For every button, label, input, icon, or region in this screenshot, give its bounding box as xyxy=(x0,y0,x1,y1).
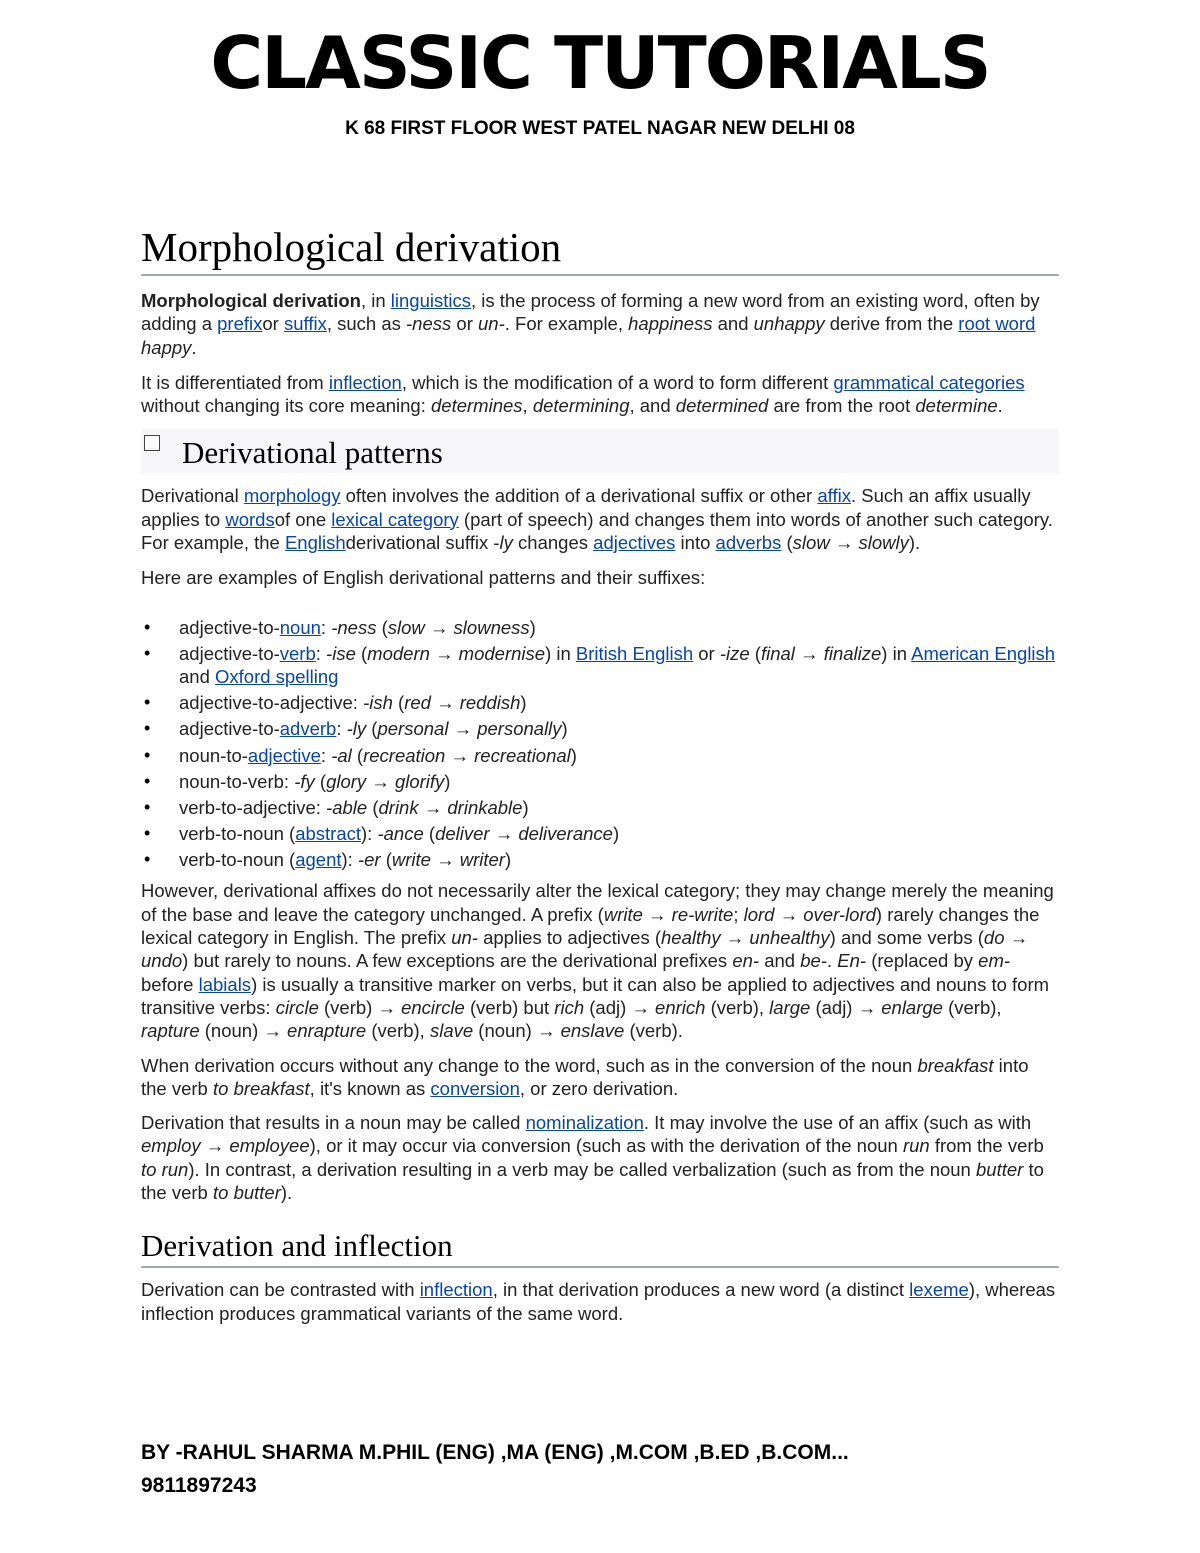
list-item xyxy=(141,744,1059,768)
text: ) xyxy=(520,692,527,714)
text: adjective-to-adjective: xyxy=(179,692,364,714)
text: verb-to-noun ( xyxy=(179,848,296,870)
example: run xyxy=(902,1135,930,1157)
link-suffix[interactable]: suffix xyxy=(283,313,327,335)
text: Derivation can be contrasted with xyxy=(141,1279,420,1301)
text: ) in xyxy=(545,642,576,664)
example: healthy → unhealthy xyxy=(661,927,830,949)
text: (part of speech) and changes them into words of another such category. For example, the xyxy=(141,508,1053,554)
text: . xyxy=(826,950,838,972)
link-prefix[interactable]: prefix xyxy=(217,313,263,335)
text: often involves the addition of a derivational suffix or other xyxy=(340,485,818,507)
list-item xyxy=(141,717,1059,741)
text: ) xyxy=(504,848,512,870)
text: and xyxy=(712,313,754,335)
example: determined xyxy=(675,395,769,417)
link-lexical-category[interactable]: lexical category xyxy=(331,508,459,530)
suffix-list xyxy=(141,616,1059,872)
example: -ness xyxy=(406,313,452,335)
example: determining xyxy=(532,395,630,417)
text: ), whereas inflection produces grammatical variants of the same word. xyxy=(141,1279,1056,1324)
text: ( xyxy=(351,744,364,766)
text: Derivation that results in a noun may be called xyxy=(141,1112,526,1134)
text: . Such an affix usually applies to xyxy=(141,485,1031,530)
list-item xyxy=(141,822,1059,846)
text: (verb), xyxy=(366,1020,430,1042)
example: → enlarge xyxy=(857,996,943,1018)
text: . xyxy=(997,395,1003,417)
text: , xyxy=(522,395,533,417)
link-agent[interactable]: agent xyxy=(295,848,342,870)
example: → enslave xyxy=(536,1020,625,1042)
text: ). xyxy=(908,532,921,554)
example: red → reddish xyxy=(404,692,521,714)
text: and xyxy=(179,666,216,688)
text: ). In contrast, a derivation resulting in a verb may be called verbalization (such as from the noun xyxy=(188,1158,976,1180)
text: ): xyxy=(361,822,378,844)
example: slave xyxy=(429,1020,474,1042)
example: determine xyxy=(915,395,998,417)
example: rapture xyxy=(141,1020,200,1042)
example: → encircle xyxy=(377,996,465,1018)
text: ), or it may occur via conversion (such as with the derivation of the noun xyxy=(309,1135,903,1157)
text: from the verb xyxy=(929,1135,1044,1157)
list-item xyxy=(141,770,1059,794)
brand-title: CLASSIC TUTORIALS xyxy=(210,21,990,105)
text: (verb) xyxy=(318,996,378,1018)
text: ) xyxy=(444,770,451,792)
link-inflection[interactable]: inflection xyxy=(328,371,402,393)
example: → enrapture xyxy=(263,1020,367,1042)
example: deliver → deliverance xyxy=(435,822,613,844)
text: (verb), xyxy=(942,996,1002,1018)
example: en- xyxy=(732,950,760,972)
example: butter xyxy=(976,1158,1024,1180)
text: ( xyxy=(749,642,761,664)
example: En- xyxy=(837,950,867,972)
patterns-paragraph xyxy=(141,484,1059,554)
text: , or zero derivation. xyxy=(519,1077,679,1099)
text: ) and some verbs ( xyxy=(829,927,984,949)
link-abstract[interactable]: abstract xyxy=(295,822,362,844)
text: When derivation occurs without any change to the word, such as in the conversion of the noun xyxy=(141,1054,918,1076)
text: : xyxy=(315,642,327,664)
text: (replaced by xyxy=(866,950,979,972)
text: or xyxy=(451,313,478,335)
link-oxford-spelling[interactable]: Oxford spelling xyxy=(215,666,339,688)
text: verb-to-adjective: xyxy=(179,796,327,818)
list-item xyxy=(141,642,1059,689)
text: ). xyxy=(280,1181,293,1203)
suffix: -er xyxy=(357,848,381,870)
text: ( xyxy=(355,642,368,664)
text: ) rarely changes the lexical category in English. The prefix xyxy=(141,903,1040,949)
example: modern → modernise xyxy=(367,642,546,664)
link-noun[interactable]: noun xyxy=(279,616,321,638)
author-footer xyxy=(141,1436,849,1502)
text: ; xyxy=(733,903,744,925)
text: or xyxy=(262,313,284,335)
text: (adj) xyxy=(810,996,858,1018)
section-heading-derivation-inflection: Derivation and inflection xyxy=(141,1226,1059,1268)
example: determines xyxy=(431,395,523,417)
list-item xyxy=(141,691,1059,715)
example: em- xyxy=(978,950,1011,972)
text: , which is the modification of a word to form different xyxy=(401,371,834,393)
example: slow → slowly xyxy=(792,532,909,554)
list-item xyxy=(141,848,1059,872)
text: ) xyxy=(522,796,529,818)
text: ) xyxy=(612,822,620,844)
section-heading-derivational-patterns xyxy=(141,429,1059,473)
example: glory → glorify xyxy=(326,770,445,792)
link-adjective[interactable]: adjective xyxy=(247,744,321,766)
article-body xyxy=(141,222,1059,1325)
text: or xyxy=(693,642,720,664)
example: be- xyxy=(800,950,827,972)
example: lord → over-lord xyxy=(743,903,876,925)
text: verb-to-noun ( xyxy=(179,822,296,844)
text: . It may involve the use of an affix (such as with xyxy=(643,1112,1032,1134)
bold-term: Morphological derivation xyxy=(141,290,361,311)
text: ( xyxy=(781,532,793,554)
section-heading-text: Derivational patterns xyxy=(182,435,443,471)
text: , such as xyxy=(326,313,407,335)
link-british-english[interactable]: British English xyxy=(575,642,694,664)
text: ( xyxy=(376,616,388,638)
text: (verb). xyxy=(624,1020,683,1042)
list-item xyxy=(141,796,1059,820)
text: , is the process of forming a new word from an existing word, often by adding a xyxy=(141,290,1040,335)
inflection-paragraph xyxy=(141,371,1059,418)
checkbox-icon[interactable] xyxy=(144,435,160,451)
derivation-inflection-paragraph xyxy=(141,1278,1059,1325)
text: (verb) but xyxy=(464,996,555,1018)
link-words[interactable]: words xyxy=(225,508,275,530)
link-adverb[interactable]: adverb xyxy=(279,718,337,740)
suffix: -ly xyxy=(346,718,367,740)
text: Derivational xyxy=(141,485,244,507)
text: . For example, xyxy=(504,313,629,335)
affixes-paragraph xyxy=(141,879,1059,1042)
text: However, derivational affixes do not necessarily alter the lexical category; they may change merely the meaning of the base and leave the category unchanged. A prefix ( xyxy=(141,880,1054,925)
example: final → finalize xyxy=(760,642,882,664)
text: ) xyxy=(561,718,568,740)
link-labials[interactable]: labials xyxy=(198,973,252,995)
suffix: -able xyxy=(326,796,368,818)
example: unhappy xyxy=(753,313,825,335)
suffix: -ance xyxy=(377,822,424,844)
text: : xyxy=(320,744,332,766)
text: changes xyxy=(512,532,594,554)
link-inflection-2[interactable]: inflection xyxy=(419,1279,493,1301)
link-root-word[interactable]: root word xyxy=(958,313,1036,335)
example: drink → drinkable xyxy=(378,796,523,818)
text: derivational suffix - xyxy=(345,532,500,554)
text: ) but rarely to nouns. A few exceptions are the derivational prefixes xyxy=(182,950,733,972)
text: ) in xyxy=(881,642,912,664)
example: recreation → recreational xyxy=(363,744,571,766)
example: breakfast xyxy=(917,1054,994,1076)
example: happy xyxy=(141,336,192,358)
example: to butter xyxy=(213,1181,281,1203)
text: ) xyxy=(529,616,536,638)
text: ( xyxy=(380,848,392,870)
address-line: K 68 FIRST FLOOR WEST PATEL NAGAR NEW DELHI 08 xyxy=(345,118,855,139)
text: ( xyxy=(366,718,378,740)
text: of one xyxy=(274,508,332,530)
text: adjective-to- xyxy=(179,718,280,740)
text: (adj) xyxy=(584,996,632,1018)
example: do → undo xyxy=(141,927,1029,972)
example: write → writer xyxy=(391,848,505,870)
example: slow → slowness xyxy=(387,616,530,638)
text: are from the root xyxy=(768,395,916,417)
text: noun-to- xyxy=(179,744,248,766)
text: ( xyxy=(367,796,379,818)
example: happiness xyxy=(628,313,713,335)
suffix: -ize xyxy=(719,642,750,664)
example: un- xyxy=(451,927,478,949)
text: (noun) xyxy=(199,1020,264,1042)
link-american-english[interactable]: American English xyxy=(911,642,1056,664)
link-lexeme[interactable]: lexeme xyxy=(909,1279,969,1301)
link-nominalization[interactable]: nominalization xyxy=(525,1112,644,1134)
nominalization-paragraph xyxy=(141,1111,1059,1204)
link-grammatical-categories[interactable]: grammatical categories xyxy=(833,371,1025,393)
text: , in xyxy=(360,290,391,311)
conversion-paragraph xyxy=(141,1054,1059,1101)
text: ) is usually a transitive marker on verbs, but it can also be applied to adjectives and nouns to form transitive verbs: xyxy=(141,973,1050,1018)
link-morphology[interactable]: morphology xyxy=(243,485,341,507)
text: adjective-to- xyxy=(179,616,280,638)
text: ) xyxy=(570,744,577,766)
text: without changing its core meaning: xyxy=(141,395,432,417)
list-item xyxy=(141,616,1059,640)
text: into xyxy=(675,532,716,554)
examples-intro: Here are examples of English derivational patterns and their suffixes: xyxy=(141,567,706,589)
link-linguistics[interactable]: linguistics xyxy=(390,290,471,311)
intro-paragraph xyxy=(141,289,1059,359)
example: employ → employee xyxy=(141,1135,310,1157)
example: un- xyxy=(478,313,505,335)
text: adjective-to- xyxy=(179,642,280,664)
text: ( xyxy=(392,692,405,714)
author-line: BY -RAHUL SHARMA M.PHIL (ENG) ,MA (ENG) ,M.COM ,B.ED ,B.COM... xyxy=(141,1441,849,1464)
text: . xyxy=(191,336,197,358)
text: into the verb xyxy=(141,1054,1029,1099)
text: , in that derivation produces a new word (a distinct xyxy=(492,1279,910,1301)
example: ly xyxy=(499,532,513,554)
text: ( xyxy=(314,770,327,792)
text: ): xyxy=(341,848,358,870)
text: , and xyxy=(629,395,676,417)
text: It is differentiated from xyxy=(141,371,329,393)
suffix: -al xyxy=(331,744,352,766)
text: (noun) xyxy=(473,1020,537,1042)
text: derive from the xyxy=(824,313,959,335)
example: write → re-write xyxy=(603,903,734,925)
article-title: Morphological derivation xyxy=(141,222,1059,276)
link-english[interactable]: English xyxy=(284,532,346,554)
example: large xyxy=(769,996,811,1018)
text: ( xyxy=(423,822,436,844)
suffix: -ise xyxy=(326,642,356,664)
text: applies to adjectives ( xyxy=(477,927,661,949)
suffix: -ness xyxy=(331,616,377,638)
example: rich xyxy=(554,996,585,1018)
link-adjectives[interactable]: adjectives xyxy=(593,532,676,554)
example: to run xyxy=(141,1158,189,1180)
link-conversion[interactable]: conversion xyxy=(430,1077,520,1099)
phone-number: 9811897243 xyxy=(141,1474,257,1497)
text: to the verb xyxy=(141,1158,1044,1203)
text: : xyxy=(336,718,347,740)
example: → enrich xyxy=(631,996,706,1018)
example: circle xyxy=(275,996,319,1018)
example: personal → personally xyxy=(377,718,562,740)
text: : xyxy=(320,616,332,638)
text: , it's known as xyxy=(309,1077,431,1099)
text: noun-to-verb: xyxy=(179,770,295,792)
text: (verb), xyxy=(705,996,770,1018)
link-adverbs[interactable]: adverbs xyxy=(715,532,782,554)
link-affix[interactable]: affix xyxy=(817,485,851,507)
text: and xyxy=(759,950,801,972)
example: to breakfast xyxy=(213,1077,310,1099)
suffix: -ish xyxy=(363,692,393,714)
text: before xyxy=(141,973,199,995)
suffix: -fy xyxy=(294,770,315,792)
link-verb[interactable]: verb xyxy=(279,642,316,664)
